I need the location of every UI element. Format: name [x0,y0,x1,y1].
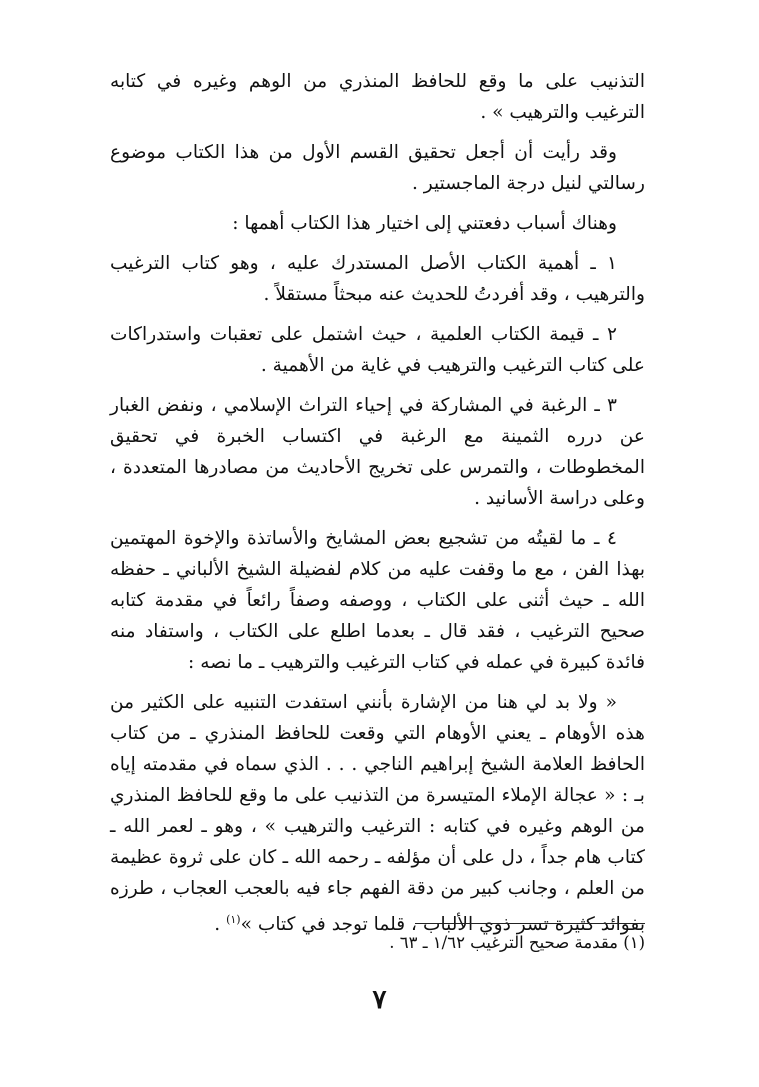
page-number: ٧ [372,985,387,1015]
quotation [110,687,645,940]
quotation-end: . [214,914,227,936]
footnote-divider [415,923,645,924]
reason-item-2: ٢ ـ قيمة الكتاب العلمية ، حيث اشتمل على تعقبات واستدراكات على كتاب الترغيب والترهيب في غاية من الأهمية . [110,324,645,376]
body-text [110,66,645,949]
footnote: (١) مقدمة صحيح الترغيب ١/٦٢ ـ ٦٣ . [389,933,645,952]
paragraph-thesis: وقد رأيت أن أجعل تحقيق القسم الأول من هذا الكتاب موضوع رسالتي لنيل درجة الماجستير . [110,142,645,194]
footnote-marker: (١) [226,913,241,926]
quotation-text: « ولا بد لي هنا من الإشارة بأنني استفدت التنبيه على الكثير من هذه الأوهام ـ يعني الأوهام التي وقعت للحافظ المنذري ـ من كتاب الحافظ العلامة الشيخ إبراهيم الناجي . . . الذي سماه في مقدمته إياه بـ : « عجالة الإملاء المتيسرة من التذنيب على ما وقع للحافظ المنذري من الوهم وغيره في كتابه : الترغيب والترهيب » ، وهو ـ لعمر الله ـ كتاب هام جداً ، دل على أن مؤلفه ـ رحمه الله ـ كان على ثروة عظيمة من العلم ، وجانب كبير من دقة الفهم جاء فيه بالعجب العجاب ، طرزه بفوائد كثيرة تسر ذوي الألباب ، قلما توجد في كتاب » [110,692,645,936]
reason-item-1: ١ ـ أهمية الكتاب الأصل المستدرك عليه ، وهو كتاب الترغيب والترهيب ، وقد أفردتُ للحديث عنه مبحثاً مستقلاً . [110,253,645,305]
reason-item-3: ٣ ـ الرغبة في المشاركة في إحياء التراث الإسلامي ، ونفض الغبار عن درره الثمينة مع الرغبة في اكتساب الخبرة في تحقيق المخطوطات ، والتمرس على تخريج الأحاديث من مصادرها المتعددة ، وعلى دراسة الأسانيد . [110,395,645,509]
reason-item-4: ٤ ـ ما لقيتُه من تشجيع بعض المشايخ والأساتذة والإخوة المهتمين بهذا الفن ، مع ما وقفت عليه من كلام لفضيلة الشيخ الألباني ـ حفظه الله ـ حيث أثنى على الكتاب ، ووصفه وصفاً رائعاً في مقدمة كتابه صحيح الترغيب ، فقد قال ـ بعدما اطلع على الكتاب ، واستفاد منه فائدة كبيرة في عمله في كتاب الترغيب والترهيب ـ ما نصه : [110,528,645,673]
paragraph-reasons-intro: وهناك أسباب دفعتني إلى اختيار هذا الكتاب أهمها : [232,213,617,234]
paragraph-continuation: التذنيب على ما وقع للحافظ المنذري من الوهم وغيره في كتابه الترغيب والترهيب » . [110,71,645,123]
